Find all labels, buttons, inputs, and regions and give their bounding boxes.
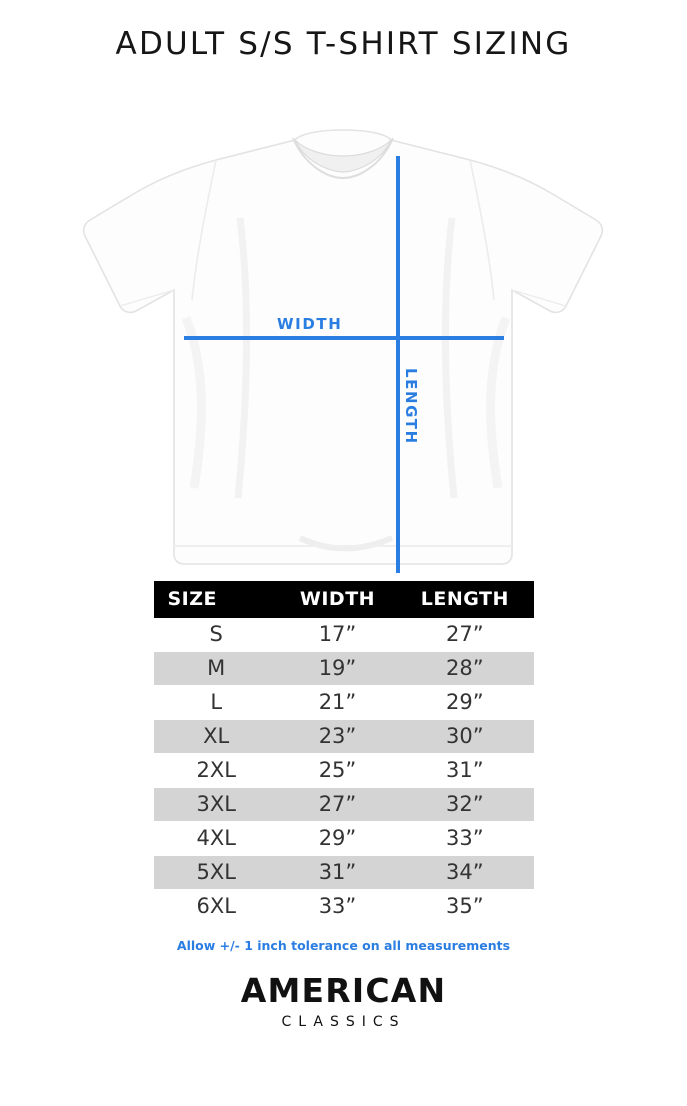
cell-length: 28” bbox=[396, 652, 533, 686]
cell-width: 19” bbox=[279, 652, 396, 686]
tshirt-illustration bbox=[0, 68, 687, 573]
cell-size: 2XL bbox=[154, 754, 279, 788]
brand-logo bbox=[0, 971, 687, 1030]
table-row bbox=[154, 754, 534, 788]
table-row bbox=[154, 856, 534, 890]
width-label: WIDTH bbox=[277, 315, 343, 333]
tolerance-note: Allow +/- 1 inch tolerance on all measurements bbox=[176, 938, 511, 953]
brand-subtitle: CLASSICS bbox=[281, 1014, 406, 1030]
cell-length: 30” bbox=[396, 720, 533, 754]
cell-width: 27” bbox=[279, 788, 396, 822]
cell-width: 17” bbox=[279, 618, 396, 652]
header-length: LENGTH bbox=[396, 581, 533, 618]
header-width: WIDTH bbox=[279, 581, 396, 618]
table-row bbox=[154, 720, 534, 754]
cell-size: M bbox=[154, 652, 279, 686]
cell-length: 32” bbox=[396, 788, 533, 822]
brand-name: AMERICAN bbox=[240, 971, 447, 1010]
cell-size: 6XL bbox=[154, 890, 279, 924]
header-size: SIZE bbox=[154, 581, 279, 618]
cell-size: S bbox=[154, 618, 279, 652]
length-label: LENGTH bbox=[402, 368, 420, 445]
size-chart bbox=[154, 581, 534, 924]
cell-width: 29” bbox=[279, 822, 396, 856]
size-table-body bbox=[154, 618, 534, 924]
cell-length: 33” bbox=[396, 822, 533, 856]
table-row bbox=[154, 686, 534, 720]
table-row bbox=[154, 822, 534, 856]
cell-size: 4XL bbox=[154, 822, 279, 856]
tshirt-diagram bbox=[0, 68, 687, 573]
cell-size: XL bbox=[154, 720, 279, 754]
cell-width: 25” bbox=[279, 754, 396, 788]
cell-width: 23” bbox=[279, 720, 396, 754]
cell-width: 21” bbox=[279, 686, 396, 720]
cell-width: 33” bbox=[279, 890, 396, 924]
cell-length: 31” bbox=[396, 754, 533, 788]
cell-size: 3XL bbox=[154, 788, 279, 822]
cell-length: 27” bbox=[396, 618, 533, 652]
table-row bbox=[154, 618, 534, 652]
cell-width: 31” bbox=[279, 856, 396, 890]
table-header-row bbox=[154, 581, 534, 618]
table-row bbox=[154, 788, 534, 822]
cell-size: 5XL bbox=[154, 856, 279, 890]
cell-size: L bbox=[154, 686, 279, 720]
cell-length: 29” bbox=[396, 686, 533, 720]
table-row bbox=[154, 890, 534, 924]
size-table-head bbox=[154, 581, 534, 618]
page-title: ADULT S/S T-SHIRT SIZING bbox=[115, 26, 572, 62]
size-table bbox=[154, 581, 534, 924]
cell-length: 34” bbox=[396, 856, 533, 890]
cell-length: 35” bbox=[396, 890, 533, 924]
table-row bbox=[154, 652, 534, 686]
